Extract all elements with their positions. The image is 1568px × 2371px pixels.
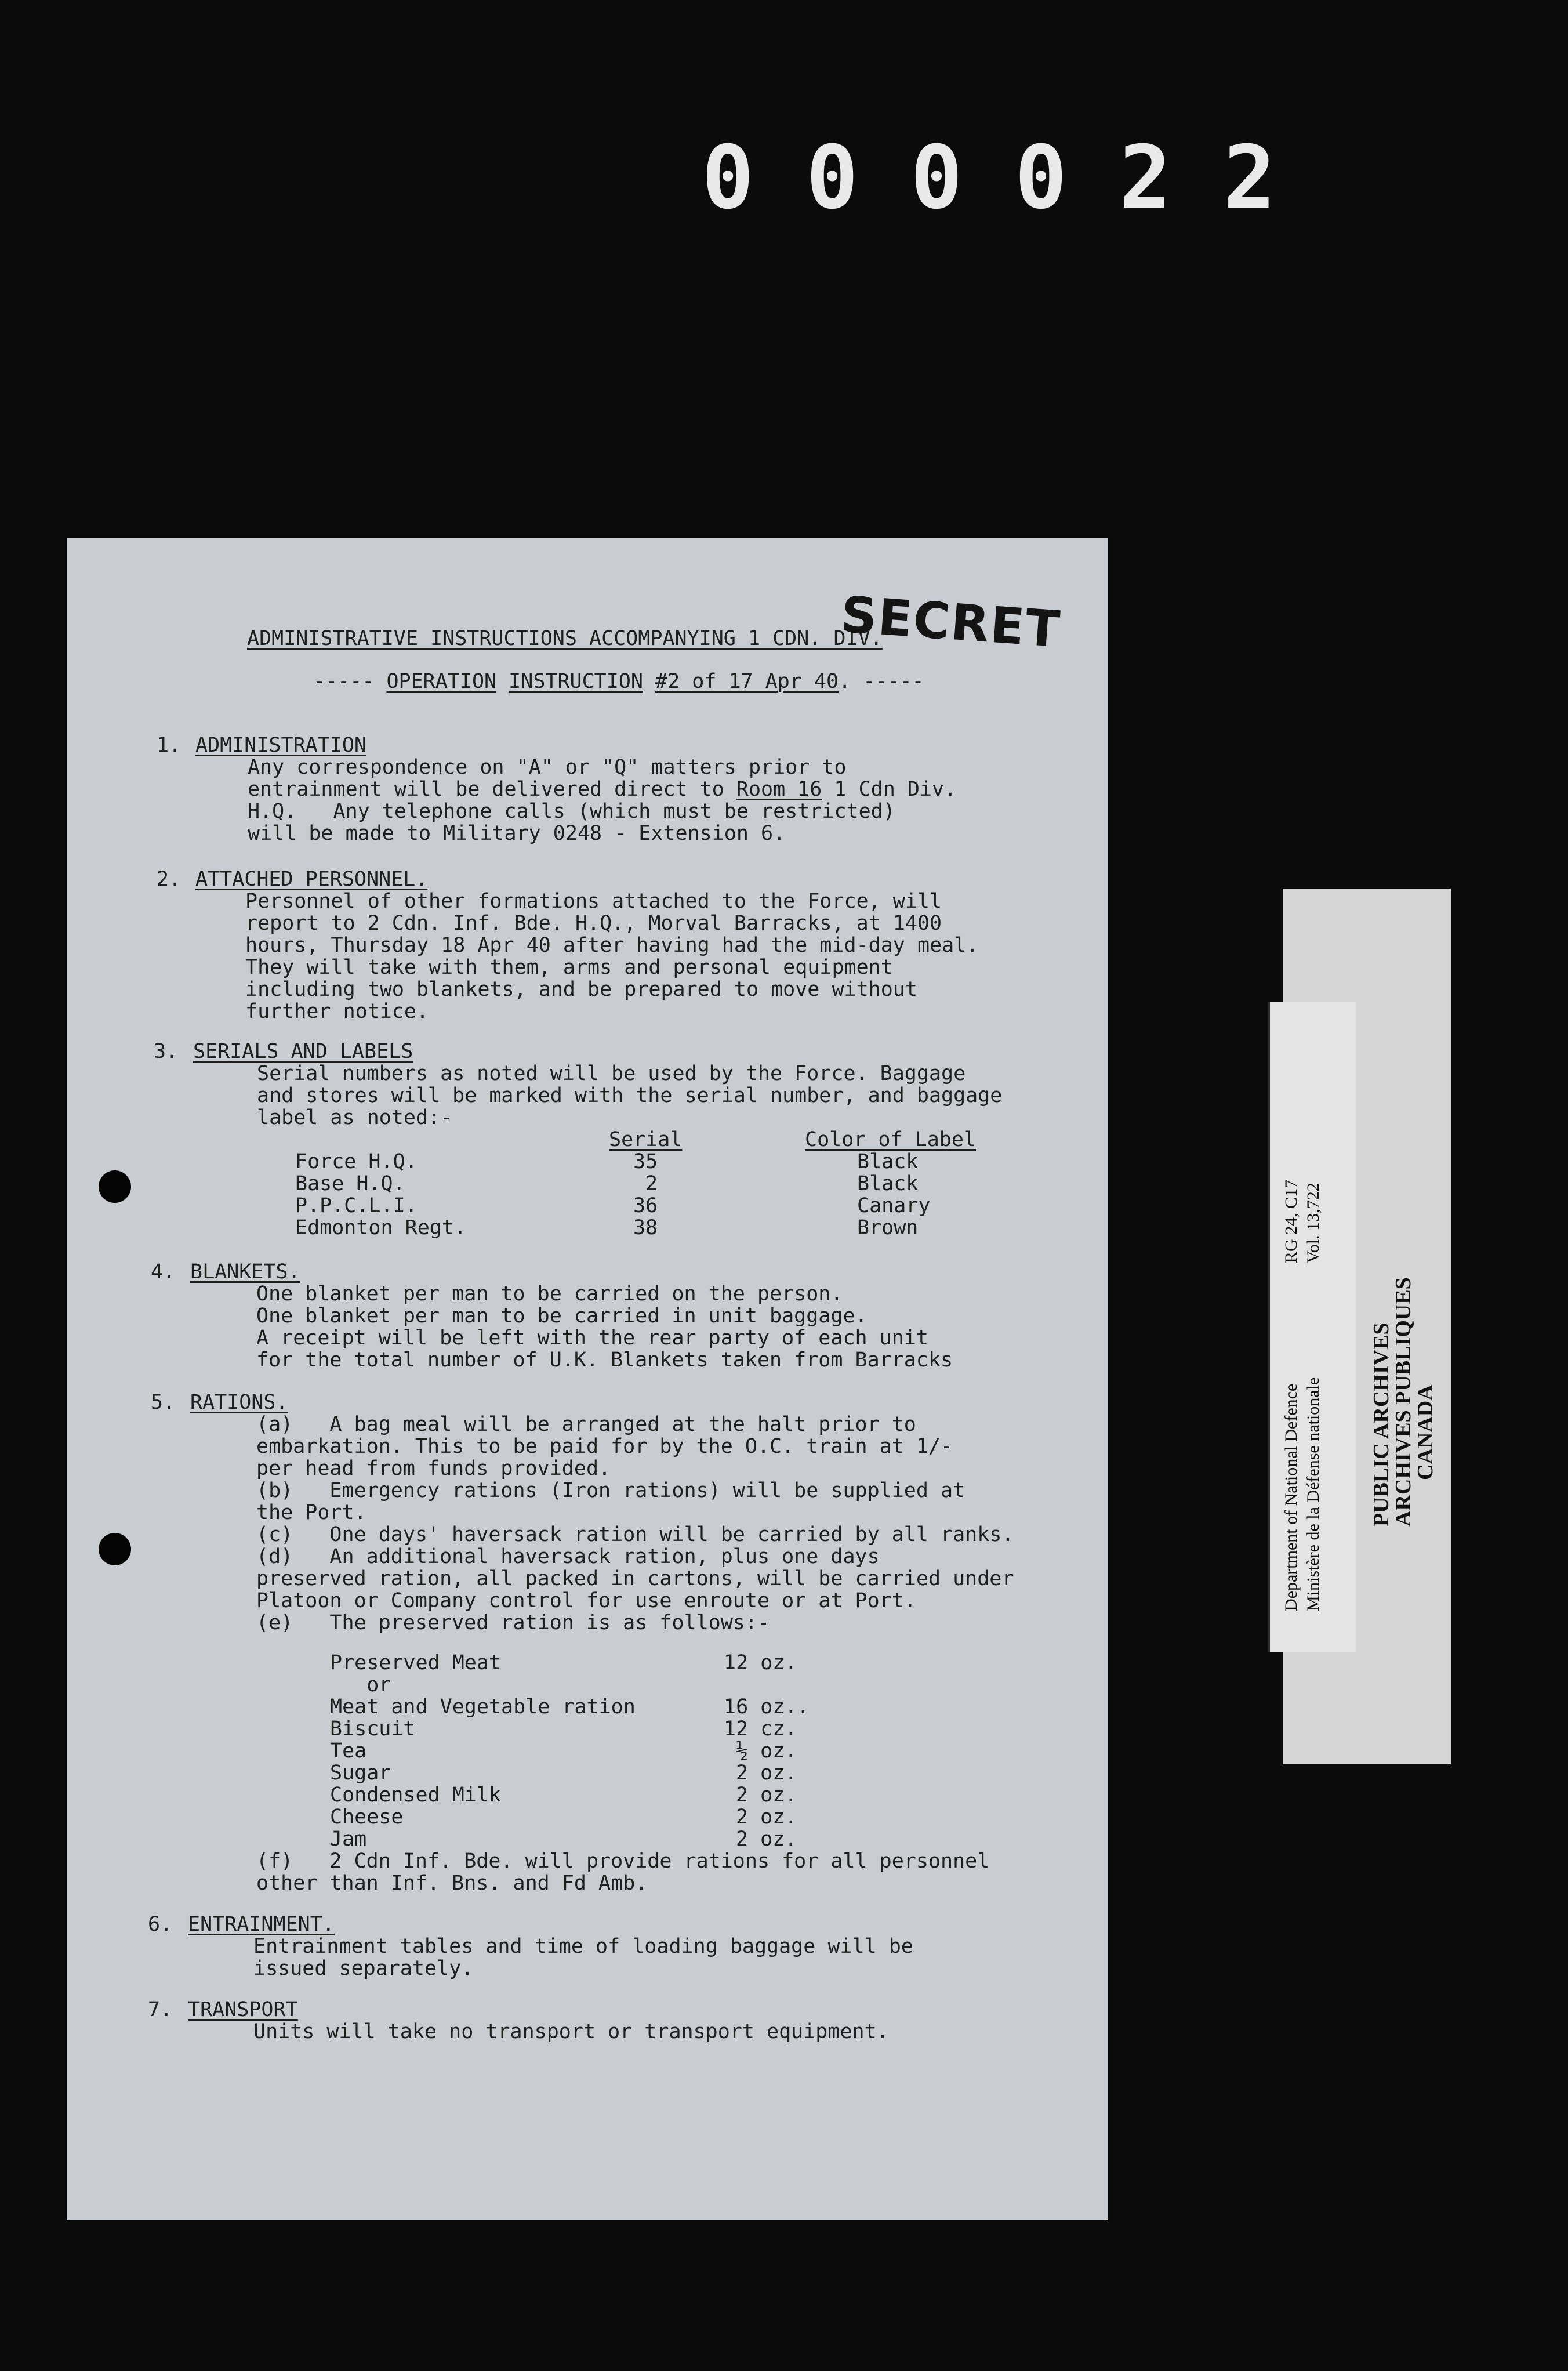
paragraph-line: H.Q. Any telephone calls (which must be restricted) xyxy=(248,800,895,823)
table-cell-color: Black xyxy=(857,1172,919,1195)
paragraph-line: label as noted:- xyxy=(257,1106,453,1129)
frame-digit: 0 xyxy=(910,128,963,229)
table-cell-unit: Edmonton Regt. xyxy=(295,1216,467,1239)
paragraph-line: entrainment will be delivered direct to Room 16 1 Cdn Div. xyxy=(248,778,957,801)
paragraph-line: One blanket per man to be carried in unit baggage. xyxy=(256,1304,868,1328)
section-number: 4. xyxy=(151,1260,176,1284)
frame-digit: 0 xyxy=(1014,128,1068,229)
paragraph-line: (b) Emergency rations (Iron rations) will be supplied at xyxy=(256,1479,966,1502)
frame-digit: 0 xyxy=(805,128,859,229)
archive-name-2: ARCHIVES PUBLIQUES xyxy=(1391,1277,1415,1527)
table-cell-color: Black xyxy=(857,1150,919,1173)
section-heading: ADMINISTRATION xyxy=(195,734,367,757)
section-number: 3. xyxy=(154,1040,179,1063)
paragraph-line: A receipt will be left with the rear party of each unit xyxy=(256,1326,928,1350)
column-header-color: Color of Label xyxy=(805,1128,977,1151)
section-number: 6. xyxy=(148,1913,173,1936)
paragraph-line: Platoon or Company control for use enroute or at Port. xyxy=(256,1589,916,1612)
paragraph-line: and stores will be marked with the serial number, and baggage xyxy=(257,1084,1003,1107)
paragraph-line: other than Inf. Bns. and Fd Amb. xyxy=(256,1872,648,1895)
section-heading: SERIALS AND LABELS xyxy=(193,1040,413,1063)
paragraph-line: per head from funds provided. xyxy=(256,1457,611,1480)
paragraph-line: (a) A bag meal will be arranged at the halt prior to xyxy=(256,1413,916,1436)
archive-name-3: CANADA xyxy=(1413,1384,1438,1480)
paragraph-line: report to 2 Cdn. Inf. Bde. H.Q., Morval Barracks, at 1400 xyxy=(245,912,942,935)
department-name-en: Department of National Defence xyxy=(1282,1383,1301,1611)
ration-qty: 16 oz.. xyxy=(724,1695,810,1719)
ration-item: Cheese xyxy=(330,1806,404,1829)
paragraph-line: will be made to Military 0248 - Extension 6. xyxy=(248,822,786,845)
section-heading: ENTRAINMENT. xyxy=(188,1913,335,1936)
paragraph-line: further notice. xyxy=(245,1000,429,1023)
section-heading: TRANSPORT xyxy=(188,1998,298,2021)
table-cell-color: Canary xyxy=(857,1194,931,1217)
ration-qty: ½ oz. xyxy=(736,1739,797,1763)
table-cell-serial: 38 xyxy=(633,1216,658,1239)
ration-qty: 12 oz. xyxy=(724,1651,797,1674)
record-group-ref: RG 24, C17 xyxy=(1282,1179,1301,1263)
paragraph-line: (c) One days' haversack ration will be carried by all ranks. xyxy=(256,1523,1014,1546)
table-cell-unit: P.P.C.L.I. xyxy=(295,1194,418,1217)
ration-item: Condensed Milk xyxy=(330,1783,502,1807)
ration-qty: 2 oz. xyxy=(736,1761,797,1785)
paragraph-line: Personnel of other formations attached to the Force, will xyxy=(245,890,942,913)
paragraph-line: hours, Thursday 18 Apr 40 after having had the mid-day meal. xyxy=(245,934,979,957)
paragraph-line: One blanket per man to be carried on the person. xyxy=(256,1282,843,1306)
table-cell-color: Brown xyxy=(857,1216,919,1239)
frame-digit: 2 xyxy=(1119,128,1172,229)
section-number: 5. xyxy=(151,1391,176,1414)
section-number: 2. xyxy=(157,868,182,891)
document-page xyxy=(67,538,1108,2220)
section-heading: ATTACHED PERSONNEL. xyxy=(195,868,428,891)
paragraph-line: (d) An additional haversack ration, plus one days xyxy=(256,1545,880,1568)
paragraph-line: Any correspondence on "A" or "Q" matters prior to xyxy=(248,756,847,779)
ration-item: Meat and Vegetable ration xyxy=(330,1695,636,1719)
paragraph-line: (f) 2 Cdn Inf. Bde. will provide rations for all personnel xyxy=(256,1850,990,1873)
ration-item: Tea xyxy=(330,1739,367,1763)
document-title: ADMINISTRATIVE INSTRUCTIONS ACCOMPANYING 1 CDN. DIV. xyxy=(247,627,883,650)
table-cell-unit: Base H.Q. xyxy=(295,1172,405,1195)
paragraph-line: preserved ration, all packed in cartons, will be carried under xyxy=(256,1567,1014,1590)
ration-qty: 12 cz. xyxy=(724,1717,797,1741)
section-heading: BLANKETS. xyxy=(190,1260,300,1284)
table-cell-serial: 2 xyxy=(645,1172,658,1195)
paragraph-line: Serial numbers as noted will be used by the Force. Baggage xyxy=(257,1062,966,1085)
column-header-serial: Serial xyxy=(609,1128,683,1151)
paragraph-line: for the total number of U.K. Blankets taken from Barracks xyxy=(256,1348,953,1372)
table-cell-serial: 35 xyxy=(633,1150,658,1173)
section-number: 7. xyxy=(148,1998,173,2021)
section-heading: RATIONS. xyxy=(190,1391,288,1414)
paragraph-line: (e) The preserved ration is as follows:- xyxy=(256,1611,770,1634)
department-name-fr: Ministère de la Défense nationale xyxy=(1304,1377,1323,1611)
paragraph-line: Units will take no transport or transport equipment. xyxy=(253,2020,889,2043)
frame-digit: 0 xyxy=(702,128,754,229)
frame-number xyxy=(702,128,1276,229)
paragraph-line: the Port. xyxy=(256,1501,366,1524)
volume-ref: Vol. 13,722 xyxy=(1304,1183,1323,1263)
archive-name-1: PUBLIC ARCHIVES xyxy=(1369,1322,1393,1527)
ration-qty: 2 oz. xyxy=(736,1828,797,1851)
paragraph-line: Entrainment tables and time of loading baggage will be xyxy=(253,1935,913,1958)
punch-hole xyxy=(99,1170,131,1203)
ration-item: Preserved Meat xyxy=(330,1651,502,1674)
table-cell-unit: Force H.Q. xyxy=(295,1150,418,1173)
paragraph-line: They will take with them, arms and personal equipment xyxy=(245,956,893,979)
document-subtitle: ----- OPERATION INSTRUCTION #2 of 17 Apr 40. ----- xyxy=(313,670,924,693)
frame-digit: 2 xyxy=(1223,128,1276,229)
ration-qty: 2 oz. xyxy=(736,1783,797,1807)
ration-item: Biscuit xyxy=(330,1717,416,1741)
paragraph-line: embarkation. This to be paid for by the O.C. train at 1/- xyxy=(256,1435,953,1458)
paragraph-line: including two blankets, and be prepared to move without xyxy=(245,978,917,1001)
section-number: 1. xyxy=(157,734,182,757)
secret-stamp: SECRET xyxy=(839,585,1063,659)
paragraph-line: issued separately. xyxy=(253,1957,474,1980)
department-label xyxy=(1268,1002,1356,1652)
ration-item: Sugar xyxy=(330,1761,391,1785)
punch-hole xyxy=(99,1533,131,1565)
ration-item: or xyxy=(330,1673,391,1696)
ration-qty: 2 oz. xyxy=(736,1806,797,1829)
ration-item: Jam xyxy=(330,1828,367,1851)
table-cell-serial: 36 xyxy=(633,1194,658,1217)
